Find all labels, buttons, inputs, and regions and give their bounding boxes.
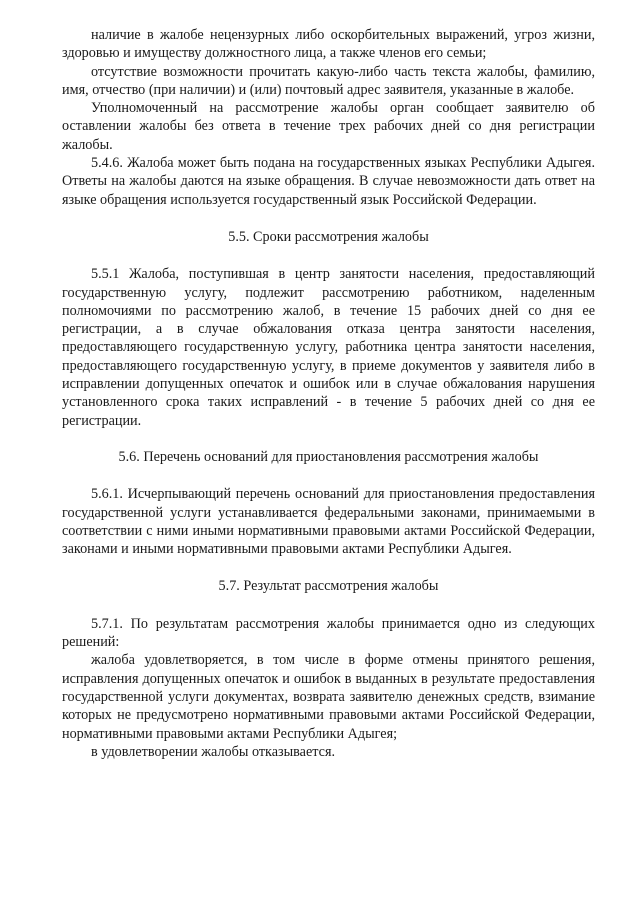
- paragraph-5-6-1: 5.6.1. Исчерпывающий перечень оснований для приостановления предоставления государственной услуги устанавливается федеральными законами, принимаемыми в соответствии с ними иными нормативными правовыми актами Российской Федерации, законами и иными нормативными правовыми актами Республики Адыгея.: [62, 486, 595, 558]
- paragraph-5-5-1: 5.5.1 Жалоба, поступившая в центр занятости населения, предоставляющий государственную услугу, подлежит рассмотрению работником, наделенным полномочиями по рассмотрению жалоб, в течение 15 рабочих дней со дня ее регистрации, а в случае обжалования отказа центра занятости населения, предоставляющего государственную услугу, работника центра занятости населения, предоставляющего государственную услугу, в приеме документов у заявителя либо в исправлении допущенных опечаток и ошибок или в случае обжалования нарушения установленного срока таких исправлений - в течение 5 рабочих дней со дня ее регистрации.: [62, 266, 595, 429]
- document-page: [62, 26, 595, 761]
- paragraph-unreadable-text: отсутствие возможности прочитать какую-либо часть текста жалобы, фамилию, имя, отчество (при наличии) и (или) почтовый адрес заявителя, указанные в жалобе.: [62, 63, 595, 98]
- heading-5-5: 5.5. Сроки рассмотрения жалобы: [228, 228, 429, 245]
- paragraph-5-4-6: 5.4.6. Жалоба может быть подана на государственных языках Республики Адыгея. Ответы на жалобы даются на языке обращения. В случае невозможности дать ответ на языке обращения используется государственный язык Российской Федерации.: [62, 155, 595, 208]
- paragraph-5-7-1: 5.7.1. По результатам рассмотрения жалобы принимается одно из следующих решений:: [62, 615, 595, 651]
- paragraph-obscene-language: наличие в жалобе нецензурных либо оскорбительных выражений, угроз жизни, здоровью и имуществу должностного лица, а также членов его семьи;: [62, 27, 595, 62]
- heading-5-6: 5.6. Перечень оснований для приостановления рассмотрения жалобы: [118, 448, 539, 465]
- paragraph-no-answer-notice: Уполномоченный на рассмотрение жалобы орган сообщает заявителю об оставлении жалобы без ответа в течение трех рабочих дней со дня регистрации жалобы.: [62, 100, 595, 153]
- heading-5-7: 5.7. Результат рассмотрения жалобы: [218, 578, 439, 595]
- paragraph-complaint-satisfied: жалоба удовлетворяется, в том числе в форме отмены принятого решения, исправления допущенных опечаток и ошибок в выданных в результате предоставления государственной услуги документах, возврата заявителю денежных средств, взимание которых не предусмотрено нормативными правовыми актами Российской Федерации, нормативными правовыми актами Республики Адыгея;: [62, 652, 595, 742]
- paragraph-complaint-rejected: в удовлетворении жалобы отказывается.: [91, 743, 336, 760]
